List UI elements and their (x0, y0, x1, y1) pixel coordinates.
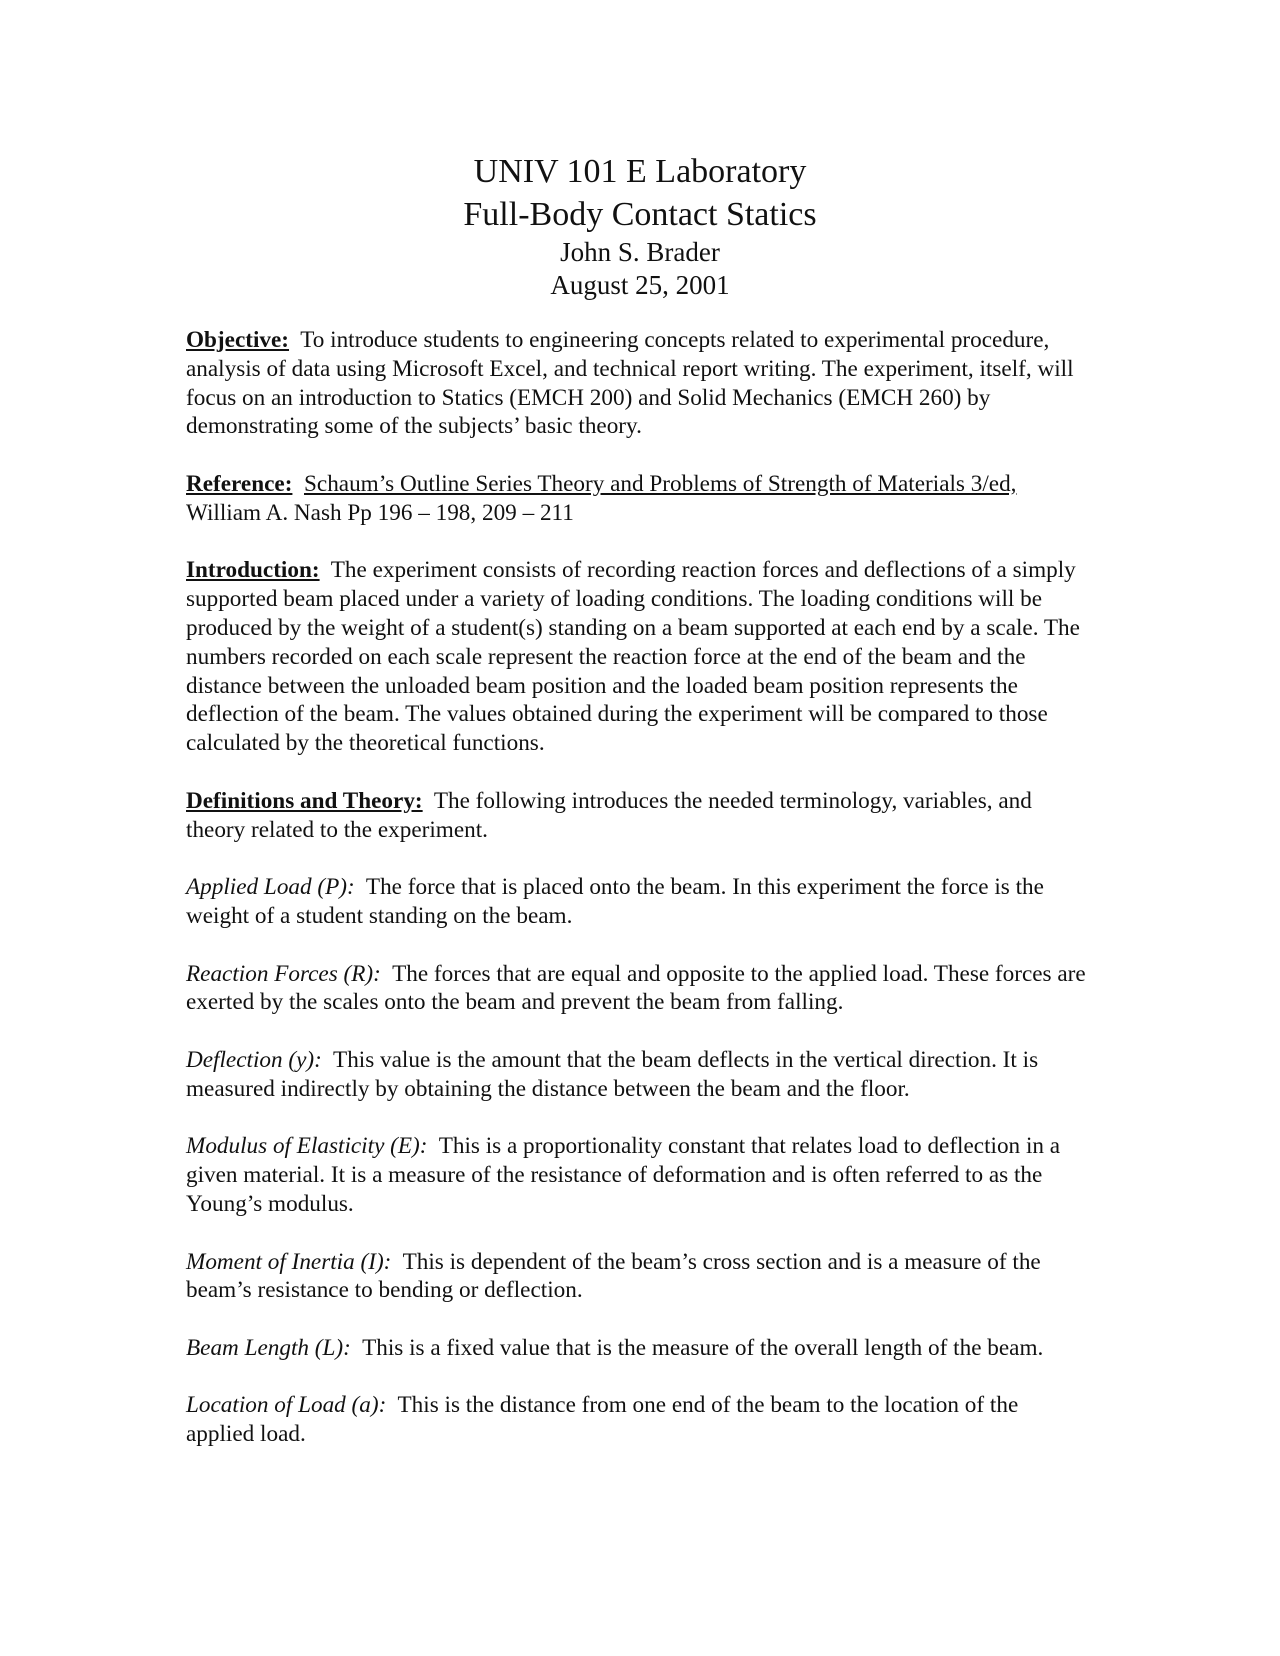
reference-paragraph (186, 470, 1091, 528)
document-author: John S. Brader (560, 237, 720, 267)
objective-text: To introduce students to engineering concepts related to experimental procedure, analysis of data using Microsoft Excel, and technical report writing. The experiment, itself, will focus on an introduction to Statics (EMCH 200) and Solid Mechanics (EMCH 260) by demonstrating some of the subjects’ basic theory. (186, 327, 1074, 440)
reference-heading: Reference: (186, 470, 293, 497)
definition-reaction-forces (186, 960, 1091, 1018)
definition-applied-load (186, 873, 1091, 931)
definition-text: This is a fixed value that is the measure of the overall length of the beam. (362, 1334, 1044, 1361)
objective-paragraph (186, 326, 1091, 441)
document-date: August 25, 2001 (550, 270, 730, 300)
document-header (0, 150, 1280, 302)
document-body (186, 326, 1091, 1478)
introduction-heading: Introduction: (186, 557, 320, 584)
definitions-heading: Definitions and Theory: (186, 787, 423, 814)
definition-text: This is dependent of the beam’s cross section and is a measure of the beam’s resistance to bending or deflection. (186, 1248, 1041, 1304)
definition-deflection (186, 1046, 1091, 1104)
definitions-text: The following introduces the needed terminology, variables, and theory related to the experiment. (186, 787, 1032, 843)
definition-term: Beam Length (L): (186, 1334, 351, 1361)
introduction-text: The experiment consists of recording reaction forces and deflections of a simply supported beam placed under a variety of loading conditions. The loading conditions will be produced by the weight of a student(s) standing on a beam supported at each end by a scale. The numbers recorded on each scale represent the reaction force at the end of the beam and the distance between the unloaded beam position and the loaded beam position represents the deflection of the beam. The values obtained during the experiment will be compared to those calculated by the theoretical functions. (186, 557, 1080, 757)
definition-modulus-of-elasticity (186, 1132, 1091, 1218)
reference-title: Schaum’s Outline Series Theory and Problems of Strength of Materials 3/ed, (304, 470, 1017, 497)
definition-text: The forces that are equal and opposite to the applied load. These forces are exerted by the scales onto the beam and prevent the beam from falling. (186, 960, 1086, 1016)
document-title-line-1: UNIV 101 E Laboratory (473, 153, 807, 190)
definition-term: Moment of Inertia (I): (186, 1248, 392, 1275)
document-title-line-2: Full-Body Contact Statics (463, 196, 817, 233)
definition-term: Deflection (y): (186, 1046, 322, 1073)
introduction-paragraph (186, 556, 1091, 758)
definitions-paragraph (186, 787, 1091, 845)
objective-heading: Objective: (186, 327, 290, 353)
definition-term: Applied Load (P): (186, 874, 355, 901)
reference-text: William A. Nash Pp 196 – 198, 209 – 211 (186, 499, 574, 526)
definition-term: Reaction Forces (R): (186, 960, 381, 987)
definition-text: This value is the amount that the beam deflects in the vertical direction. It is measured indirectly by obtaining the distance between the beam and the floor. (186, 1046, 1039, 1102)
definition-moment-of-inertia (186, 1248, 1091, 1306)
definition-beam-length (186, 1334, 1091, 1363)
definition-term: Modulus of Elasticity (E): (186, 1133, 428, 1160)
definition-text: This is a proportionality constant that relates load to deflection in a given material. It is a measure of the resistance of deformation and is often referred to as the Young’s modulus. (186, 1133, 1061, 1217)
definition-term: Location of Load (a): (186, 1392, 387, 1419)
definition-text: The force that is placed onto the beam. In this experiment the force is the weight of a student standing on the beam. (186, 874, 1044, 929)
definition-location-of-load (186, 1391, 1091, 1449)
definition-text: This is the distance from one end of the beam to the location of the applied load. (186, 1392, 1019, 1448)
